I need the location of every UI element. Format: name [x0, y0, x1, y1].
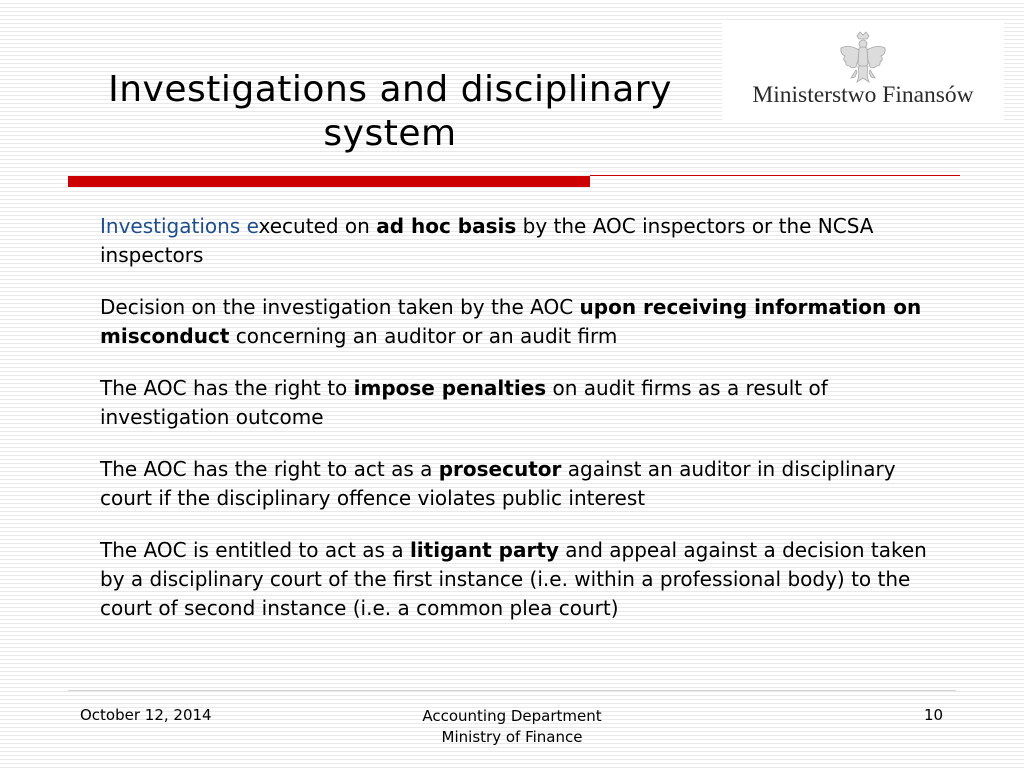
bullet-list: [100, 212, 950, 646]
bullet-text: litigant party: [409, 538, 559, 562]
bullet-text: by the AOC inspectors or the NCSA inspectors: [100, 214, 874, 267]
footer-date: October 12, 2014: [80, 706, 212, 724]
logo-text: Ministerstwo Finansów: [752, 82, 974, 108]
slide-title-line-2: system: [323, 113, 457, 154]
bullet-item: [100, 374, 950, 432]
bullet-item: [100, 536, 950, 623]
bullet-item: [100, 455, 950, 513]
title-divider-bar: [68, 176, 590, 187]
bullet-text: impose penalties: [353, 376, 547, 400]
page-number: 10: [924, 706, 944, 724]
slide-title: [60, 68, 720, 156]
slide-title-line-1: Investigations and disciplinary: [108, 69, 672, 110]
bullet-text: The AOC is entitled to act as a: [100, 538, 410, 562]
bullet-text: The AOC has the right to: [100, 376, 354, 400]
footer-department: [387, 706, 637, 748]
bullet-text: The AOC has the right to act as a: [100, 457, 439, 481]
bullet-text: Decision on the investigation taken by the AOC: [100, 295, 580, 319]
bullet-text: ad hoc basis: [376, 214, 517, 238]
bullet-item: [100, 293, 950, 351]
bullet-text: prosecutor: [438, 457, 562, 481]
bullet-text: Investigations e: [100, 214, 259, 238]
footer-department-line-2: Ministry of Finance: [441, 728, 583, 746]
footer-department-line-1: Accounting Department: [422, 707, 602, 725]
title-divider-line: [590, 175, 960, 176]
bullet-text: on audit firms as a result of investigation outcome: [100, 376, 828, 429]
ministry-logo: [722, 22, 1004, 122]
footer-divider: [68, 690, 956, 691]
bullet-text: concerning an auditor or an audit firm: [229, 324, 618, 348]
bullet-text: and appeal against a decision taken by a disciplinary court of the first instance (i.e. within a professional body) to the court of second instance (i.e. a common plea court): [100, 538, 927, 620]
bullet-item: [100, 212, 950, 270]
bullet-text: xecuted on: [258, 214, 377, 238]
bullet-text: upon receiving information on misconduct: [100, 295, 922, 348]
polish-eagle-emblem-icon: [837, 30, 889, 88]
bullet-text: against an auditor in disciplinary court if the disciplinary offence violates public interest: [100, 457, 896, 510]
